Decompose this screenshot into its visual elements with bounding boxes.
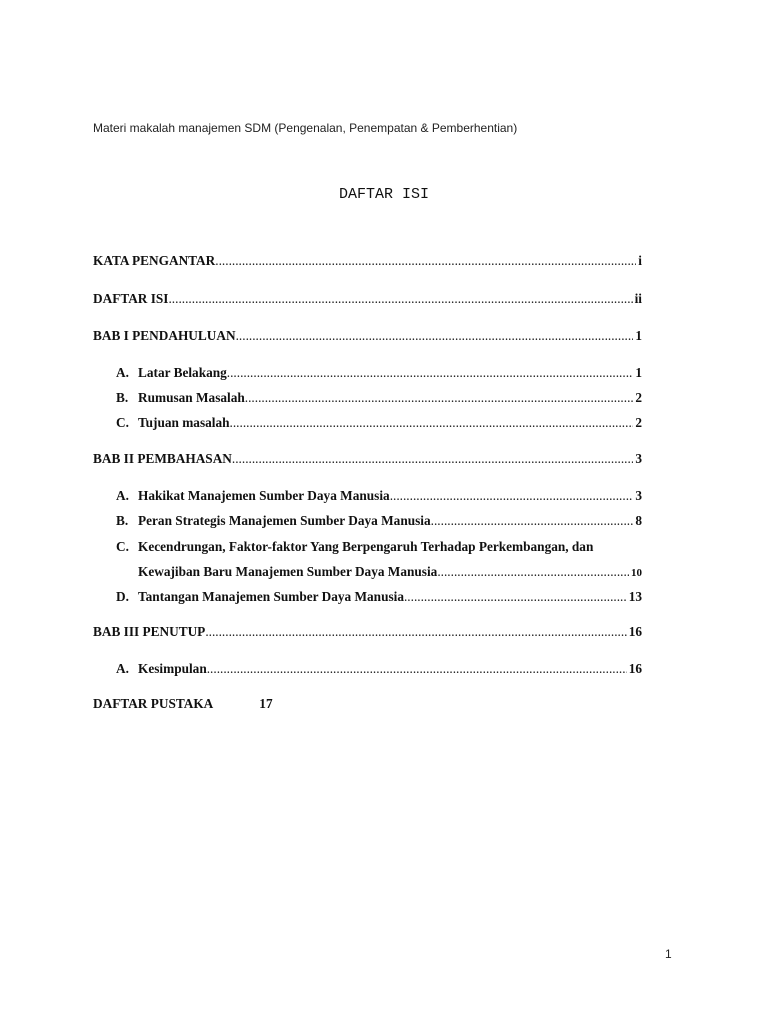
toc-subentry-page: 3 — [635, 488, 642, 503]
toc-entry-bab-1[interactable] — [93, 327, 642, 345]
dot-leader — [205, 623, 626, 641]
toc-subentry-tujuan-masalah[interactable] — [116, 414, 642, 432]
toc-entry-kata-pengantar[interactable] — [93, 252, 642, 270]
toc-entry-label: BAB II PEMBAHASAN — [93, 451, 232, 466]
toc-subentry-page: 13 — [628, 589, 642, 604]
toc-subentry-page: 8 — [635, 513, 642, 528]
toc-subentry-page: 10 — [631, 567, 642, 579]
toc-subentry-marker: C. — [116, 415, 129, 430]
toc-subentry-marker: A. — [116, 488, 129, 503]
dot-leader — [390, 487, 634, 505]
toc-subentry-kecendrungan-line2[interactable] — [138, 563, 642, 582]
toc-subentry-kesimpulan[interactable] — [116, 660, 642, 678]
toc-entry-label: DAFTAR PUSTAKA — [93, 696, 214, 711]
page-number: 1 — [665, 947, 672, 961]
page-title: DAFTAR ISI — [338, 186, 429, 203]
dot-leader — [207, 660, 627, 678]
toc-subentry-label: Tujuan masalah — [138, 415, 230, 430]
dot-leader — [236, 327, 634, 345]
toc-entry-page: i — [638, 253, 642, 268]
toc-subentry-label: Rumusan Masalah — [138, 390, 245, 405]
toc-entry-label: DAFTAR ISI — [93, 291, 169, 306]
toc-entry-label: BAB III PENUTUP — [93, 624, 206, 639]
toc-entry-page: ii — [634, 291, 642, 306]
toc-subentry-label: Hakikat Manajemen Sumber Daya Manusia — [138, 488, 390, 503]
toc-subentry-marker: B. — [116, 513, 129, 528]
toc-subentry-label: Kewajiban Baru Manajemen Sumber Daya Manusia — [138, 564, 438, 579]
dot-leader — [245, 389, 634, 407]
toc-subentry-latar-belakang[interactable] — [116, 364, 642, 382]
dot-leader — [431, 512, 634, 530]
toc-entry-daftar-isi[interactable] — [93, 290, 642, 308]
dot-leader — [232, 450, 633, 468]
dot-leader — [227, 364, 634, 382]
toc-entry-page: 17 — [259, 696, 273, 711]
toc-subentry-tantangan[interactable] — [116, 588, 642, 606]
toc-entry-bab-2[interactable] — [93, 450, 642, 468]
toc-entry-page: 16 — [628, 624, 642, 639]
toc-entry-label: KATA PENGANTAR — [93, 253, 216, 268]
toc-subentry-marker: D. — [116, 589, 129, 604]
dot-leader — [230, 414, 634, 432]
toc-subentry-page: 2 — [635, 415, 642, 430]
toc-subentry-page: 2 — [635, 390, 642, 405]
toc-entry-bab-3[interactable] — [93, 623, 642, 641]
toc-subentry-marker: C. — [116, 539, 129, 554]
dot-leader — [404, 588, 627, 606]
toc-subentry-hakikat[interactable] — [116, 487, 642, 505]
toc-subentry-page: 16 — [628, 661, 642, 676]
toc-subentry-label: Kesimpulan — [138, 661, 207, 676]
toc-entry-label: BAB I PENDAHULUAN — [93, 328, 236, 343]
toc-subentry-rumusan-masalah[interactable] — [116, 389, 642, 407]
dot-leader — [168, 290, 632, 308]
toc-subentry-marker: A. — [116, 365, 129, 380]
dot-leader — [437, 563, 629, 581]
toc-subentry-label: Kecendrungan, Faktor-faktor Yang Berpengaruh Terhadap Perkembangan, dan — [138, 539, 594, 554]
toc-subentry-peran-strategis[interactable] — [116, 512, 642, 530]
toc-entry-page: 3 — [635, 451, 642, 466]
toc-subentry-page: 1 — [635, 365, 642, 380]
toc-subentry-label: Tantangan Manajemen Sumber Daya Manusia — [138, 589, 404, 604]
page-header: Materi makalah manajemen SDM (Pengenalan, Penempatan & Pemberhentian) — [93, 121, 518, 135]
toc-subentry-marker: A. — [116, 661, 129, 676]
toc-entry-page: 1 — [635, 328, 642, 343]
toc-subentry-kecendrungan-line1[interactable] — [116, 538, 676, 556]
dot-leader — [215, 252, 636, 270]
toc-subentry-marker: B. — [116, 390, 129, 405]
toc-entry-daftar-pustaka[interactable] — [93, 695, 273, 713]
toc-subentry-label: Peran Strategis Manajemen Sumber Daya Manusia — [138, 513, 431, 528]
toc-subentry-label: Latar Belakang — [138, 365, 227, 380]
